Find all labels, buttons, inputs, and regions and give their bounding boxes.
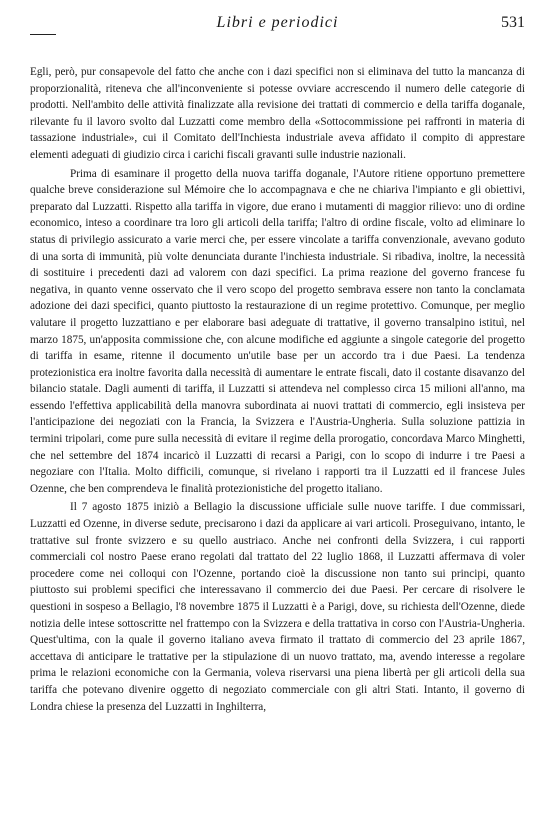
page-header bbox=[30, 14, 525, 38]
header-rule bbox=[30, 34, 56, 35]
paragraph-3: Il 7 agosto 1875 iniziò a Bellagio la discussione ufficiale sulle nuove tariffe. I due commissari, Luzzatti ed Ozenne, in diverse sedute, precisarono i dazi da applicare ai vari articoli. Proseguivano, intanto, le trattative sul fronte svizzero e su quello austriaco. Anche nei confronti della Svizzera, i cui rapporti commerciali col nostro Paese erano regolati dal trattato del 22 luglio 1868, il Luzzatti affermava di voler procedere come nei colloqui con l'Ozenne, portando cioè la discussione non tanto sui principi, quanto piuttosto sui problemi specifici che interessavano il commercio dei due Paesi. Per cercare di risolvere le questioni in sospeso a Bellagio, l'8 novembre 1875 il Luzzatti è a Parigi, dove, su richiesta dell'Ozenne, diede notizia delle intese sottoscritte nel frattempo con la Svizzera e della trattativa in corso con l'Austria-Ungheria. Quest'ultima, con la quale il governo italiano aveva firmato il trattato di commercio del 23 aprile 1867, accettava di anticipare le trattative per la stipulazione di un nuovo trattato, ma, avendo interesse a regolare prima le relazioni economiche con la Germania, voleva riservarsi una piena libertà per gli articoli della sua tariffa che potevano divenire oggetto di negoziato commerciale con gli altri Stati. Intanto, il governo di Londra chiese la presenza del Luzzatti in Inghilterra, bbox=[30, 501, 525, 713]
paragraph-2: Prima di esaminare il progetto della nuova tariffa doganale, l'Autore ritiene opportuno premettere qualche breve considerazione sul Mémoire che lo accompagnava e che ne chiariva l'impianto e gli obiettivi, preparato dal Luzzatti. Rispetto alla tariffa in vigore, due erano i mutamenti di maggior rilievo: uno di ordine economico, inteso a coordinare tra loro gli articoli della tariffa; l'altro di ordine fiscale, volto ad eliminare lo status di privilegio assicurato a varie merci che, per essere vincolate a tariffa convenzionale, avevano goduto di una sorta di immunità, più volte denunciata durante l'inchiesta industriale. Si ribadiva, inoltre, la necessità di sostituire i precedenti dazi ad valorem con dazi specifici. La prima reazione del governo francese fu negativa, in quanto venne osservato che il vero scopo del progetto sembrava essere non tanto la conclamata adozione dei dazi specifici, quanto piuttosto la restaurazione di un regime protettivo. Comunque, per meglio valutare il progetto luzzattiano e per elaborare basi adeguate di trattative, il governo transalpino istituì, nel marzo 1875, un'apposita commissione che, con alcune modifiche ed aggiunte a singole categorie del progetto di tariffa in esame, ritenne il documento un'utile base per un accordo tra i due Paesi. La tendenza protezionistica era inoltre favorita dalla necessità di aumentare le entrate fiscali, dato il costante disavanzo del bilancio statale. Dagli aumenti di tariffa, il Luzzatti si attendeva nel complesso circa 15 milioni all'anno, ma essendo l'effettiva applicabilità della manovra subordinata ai nuovi trattati di commercio, egli insisteva per l'anticipazione dei negoziati con la Francia, la Svizzera e l'Austria-Ungheria. Sulla soluzione pattizia in termini tripolari, come pure sulla necessità di evitare il regime della prorogatio, concordava Marco Minghetti, che nel settembre del 1874 incaricò il Luzzatti di recarsi a Parigi, con lo scopo di indurre i tre Paesi a negoziare con l'Italia. Molto difficili, comunque, si rivelano i rapporti tra il Luzzatti ed il francese Jules Ozenne, che ben comprendeva le finalità protezionistiche del progetto italiano. bbox=[30, 167, 525, 495]
paragraph-1: Egli, però, pur consapevole del fatto che anche con i dazi specifici non si eliminava del tutto la mancanza di proporzionalità, riteneva che all'inconveniente si potesse ovviare accrescendo il numero delle categorie di prodotti. Nell'ambito delle attività finalizzate alla revisione dei trattati di commercio e della tariffa doganale, rilevante fu il lavoro svolto dal Luzzatti come membro della «Sottocommissione pei raffronti in materia di tassazione industriale», cui il Comitato dell'Inchiesta industriale aveva affidato il compito di apprestare elementi adeguati di giudizio circa i carichi fiscali gravanti sulle industrie nazionali. bbox=[30, 66, 525, 161]
body-text bbox=[30, 64, 525, 715]
page-number: 531 bbox=[501, 14, 525, 31]
running-title: Libri e periodici bbox=[216, 14, 339, 31]
